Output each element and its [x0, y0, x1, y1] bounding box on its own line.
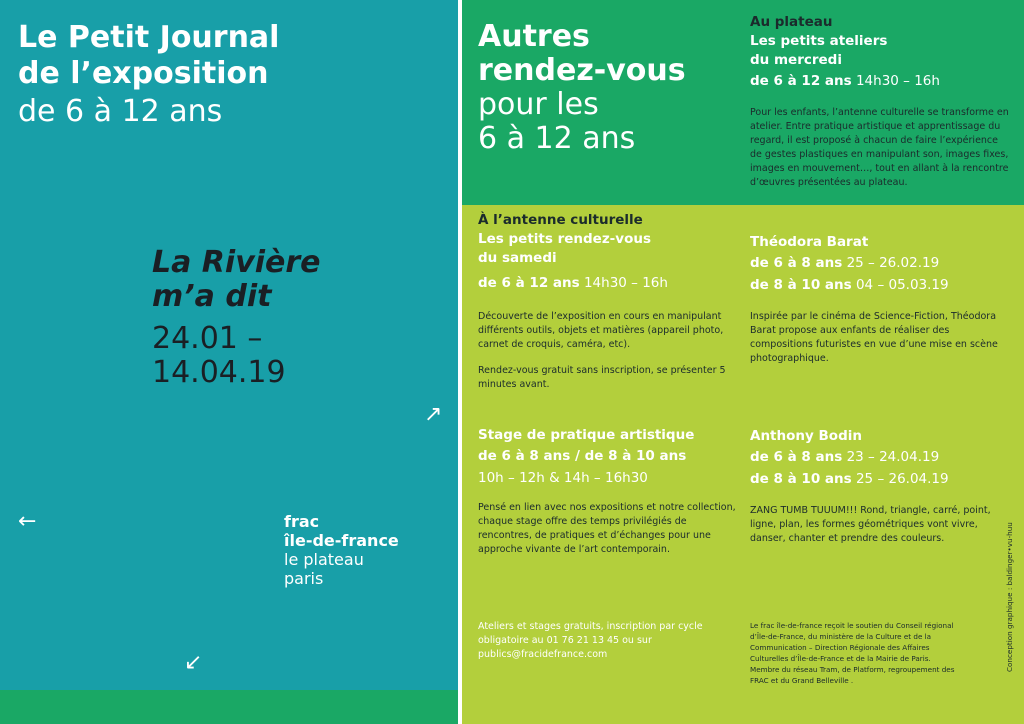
exhibition-dates — [152, 322, 286, 390]
exhibition-dates-line2: 14.04.19 — [152, 355, 286, 390]
bodin-session1 — [750, 446, 1008, 468]
bodin-date2: 25 – 26.04.19 — [855, 471, 949, 487]
bodin-date1: 23 – 24.04.19 — [846, 449, 940, 465]
arrow-up-right-icon: ↗ — [424, 402, 443, 427]
plateau-sub1: Les petits ateliers — [750, 33, 888, 49]
plateau-place: Au plateau — [750, 14, 833, 30]
frac-logo-line1: frac — [284, 512, 320, 531]
footer-support: Le frac île-de-france reçoit le soutien du Conseil régional d’Île-de-France, du ministère de la Culture et de la Communication – Direction Régionale des Affaires Culturelles d’Île-de-France et de la Mairie de Paris. Membre du réseau Tram, de Platform, regroupement des FRAC et du Grand Belleville . — [750, 621, 955, 685]
stage-title: Stage de pratique artistique — [478, 427, 695, 443]
frac-logo-line3: le plateau — [284, 550, 364, 569]
plateau-schedule — [750, 70, 1012, 92]
barat-session1 — [750, 252, 1008, 274]
antenne-text1: Découverte de l’exposition en cours en manipulant différents outils, objets et matières (appareil photo, carnet de croquis, caméra, etc). — [478, 311, 724, 350]
barat-date2: 04 – 05.03.19 — [855, 277, 949, 293]
antenne-time: 14h30 – 16h — [583, 275, 668, 291]
other-events-title — [478, 20, 686, 156]
plateau-age: de 6 à 12 ans — [750, 73, 852, 89]
antenne-sub2: du samedi — [478, 250, 557, 266]
antenne-sub1: Les petits rendez-vous — [478, 231, 652, 247]
bodin-age1: de 6 à 8 ans — [750, 449, 843, 465]
barat-session2 — [750, 274, 1008, 296]
other-events-title-line1: Autres — [478, 19, 590, 54]
barat-section — [750, 232, 1008, 366]
exhibition-title-line1: La Rivière — [152, 245, 321, 280]
plateau-text: Pour les enfants, l’antenne culturelle se transforme en atelier. Entre pratique artistique et apprentissage du regard, il est proposé à chacun de faire l’expérience de gestes plastiques en manipulant son, images fixes, images en mouvement…, tout en allant à la rencontre d’œuvres présentées au plateau. — [750, 107, 1009, 188]
exhibition-title — [152, 246, 321, 314]
barat-age1: de 6 à 8 ans — [750, 255, 843, 271]
antenne-age: de 6 à 12 ans — [478, 275, 580, 291]
journal-title — [18, 20, 279, 92]
arrow-down-left-icon: ↙ — [184, 650, 203, 675]
frac-logo — [284, 512, 399, 588]
left-footer-strip — [0, 690, 458, 724]
other-events-title-line2: rendez-vous — [478, 53, 686, 88]
frac-logo-line2: île-de-france — [284, 531, 399, 550]
stage-text: Pensé en lien avec nos expositions et notre collection, chaque stage offre des temps privilégiés de rencontres, de pratiques et d’échanges pour une approche vivante de l’art contemporain. — [478, 502, 736, 555]
exhibition-title-line2: m’a dit — [152, 279, 272, 314]
plateau-time: 14h30 – 16h — [855, 73, 940, 89]
antenne-section — [478, 210, 740, 392]
stage-ages: de 6 à 8 ans / de 8 à 10 ans — [478, 448, 687, 464]
frac-logo-line4: paris — [284, 569, 324, 588]
footer-info: Ateliers et stages gratuits, inscription par cycle obligatoire au 01 76 21 13 45 ou sur publics@fracidefrance.com — [478, 621, 703, 660]
other-events-title-line3: pour les — [478, 87, 599, 122]
arrow-left-icon: ← — [18, 509, 37, 534]
barat-text: Inspirée par le cinéma de Science-Fiction, Théodora Barat propose aux enfants de réaliser des compositions futuristes en vue d’une mise en scène photographique. — [750, 311, 998, 364]
stage-section — [478, 426, 740, 557]
journal-age-range: de 6 à 12 ans — [18, 94, 223, 129]
stage-time: 10h – 12h & 14h – 16h30 — [478, 470, 648, 486]
antenne-place: À l’antenne culturelle — [478, 212, 643, 228]
antenne-text2: Rendez-vous gratuit sans inscription, se présenter 5 minutes avant. — [478, 365, 726, 390]
antenne-schedule — [478, 272, 740, 294]
journal-title-line2: de l’exposition — [18, 56, 269, 91]
design-credit: Conception graphique : baldinger•vu-huu — [1005, 522, 1014, 672]
journal-title-line1: Le Petit Journal — [18, 20, 280, 55]
other-events-title-line4: 6 à 12 ans — [478, 121, 636, 156]
bodin-text: ZANG TUMB TUUUM!!! Rond, triangle, carré, point, ligne, plan, les formes géométriques vont vivre, danser, chanter et prendre des couleurs. — [750, 505, 991, 544]
barat-name: Théodora Barat — [750, 234, 869, 250]
exhibition-dates-line1: 24.01 – — [152, 321, 263, 356]
plateau-sub2: du mercredi — [750, 52, 842, 68]
barat-date1: 25 – 26.02.19 — [846, 255, 940, 271]
bodin-session2 — [750, 468, 1008, 490]
bodin-age2: de 8 à 10 ans — [750, 471, 852, 487]
bodin-section — [750, 426, 1008, 546]
plateau-section — [750, 12, 1012, 190]
bodin-name: Anthony Bodin — [750, 428, 862, 444]
right-footer-strip — [462, 690, 1024, 724]
barat-age2: de 8 à 10 ans — [750, 277, 852, 293]
